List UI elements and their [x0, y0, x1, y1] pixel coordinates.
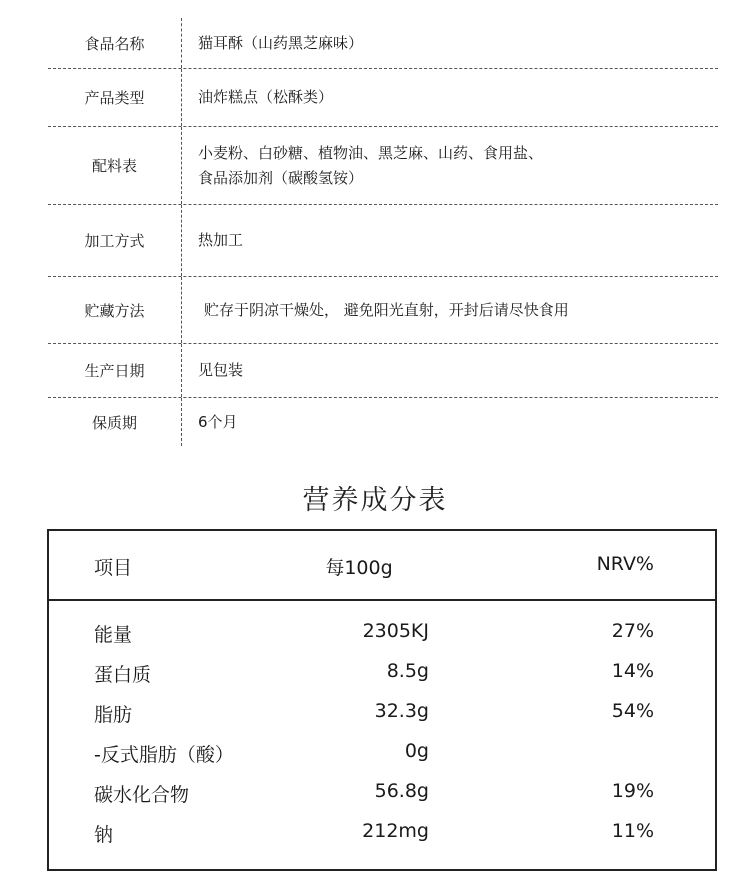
info-value-line: 小麦粉、白砂糖、植物油、黑芝麻、山药、食用盐、 — [198, 143, 544, 162]
info-label: 加工方式 — [84, 232, 145, 250]
info-row-production-date — [48, 344, 718, 398]
nutrition-row — [49, 780, 715, 820]
nutrition-row — [49, 820, 715, 860]
nutrient-nrv: 27% — [611, 620, 654, 642]
info-value-line: 热加工 — [198, 231, 244, 249]
info-value — [198, 18, 710, 68]
header-nrv: NRV% — [596, 553, 654, 575]
nutrient-name: 蛋白质 — [94, 664, 152, 686]
info-value-line: 6个月 — [198, 412, 238, 431]
info-value — [204, 277, 710, 343]
info-value — [198, 398, 710, 446]
nutrition-table — [47, 529, 717, 871]
info-row-ingredients — [48, 127, 718, 205]
nutrient-amount: 8.5g — [386, 660, 429, 682]
nutrient-amount: 56.8g — [374, 780, 429, 802]
nutrition-row — [49, 620, 715, 660]
info-value-line: 猫耳酥（山药黑芝麻味） — [198, 33, 364, 52]
nutrient-name: 钠 — [94, 824, 114, 846]
info-row-shelf-life — [48, 398, 718, 446]
info-row-storage — [48, 277, 718, 344]
info-value-line: 食品添加剂（碳酸氢铵） — [198, 168, 364, 187]
info-row-type — [48, 69, 718, 127]
info-label: 保质期 — [91, 413, 137, 432]
column-divider — [181, 18, 182, 68]
info-value — [198, 205, 710, 276]
info-value — [198, 344, 710, 397]
nutrition-header — [49, 531, 715, 601]
info-value-line: 油炸糕点（松酥类） — [198, 88, 334, 106]
column-divider — [181, 69, 182, 126]
info-row-processing — [48, 205, 718, 277]
nutrition-title: 营养成分表 — [302, 485, 448, 516]
header-per100: 每100g — [325, 557, 393, 579]
nutrient-amount: 32.3g — [374, 700, 429, 722]
nutrition-row — [49, 740, 715, 780]
info-label: 食品名称 — [84, 34, 145, 53]
info-value-line: 贮存于阴凉干燥处， 避免阳光直射，开封后请尽快食用 — [204, 300, 569, 319]
nutrient-name: -反式脂肪（酸） — [94, 744, 234, 766]
column-divider — [181, 344, 182, 397]
nutrient-nrv: 54% — [611, 700, 654, 722]
header-item: 项目 — [94, 557, 133, 579]
column-divider — [181, 398, 182, 446]
info-label: 生产日期 — [84, 362, 145, 380]
nutrient-name: 碳水化合物 — [94, 784, 190, 806]
column-divider — [181, 127, 182, 204]
nutrition-row — [49, 660, 715, 700]
nutrient-amount: 2305KJ — [362, 620, 429, 642]
nutrient-name: 能量 — [94, 624, 133, 646]
nutrient-nrv: 11% — [611, 820, 654, 842]
nutrition-row — [49, 700, 715, 740]
info-value — [198, 127, 710, 204]
product-info-table — [48, 18, 718, 446]
nutrient-nrv: 14% — [611, 660, 654, 682]
info-label: 配料表 — [91, 157, 137, 175]
nutrition-rows — [49, 620, 715, 860]
nutrient-name: 脂肪 — [94, 704, 133, 726]
nutrient-amount: 0g — [404, 740, 429, 762]
nutrient-amount: 212mg — [362, 820, 429, 842]
info-value — [198, 69, 710, 126]
info-label: 贮藏方法 — [84, 301, 145, 320]
info-label: 产品类型 — [84, 89, 145, 107]
column-divider — [181, 277, 182, 343]
info-value-line: 见包装 — [198, 361, 244, 379]
column-divider — [181, 205, 182, 276]
nutrient-nrv: 19% — [611, 780, 654, 802]
info-row-name — [48, 18, 718, 69]
